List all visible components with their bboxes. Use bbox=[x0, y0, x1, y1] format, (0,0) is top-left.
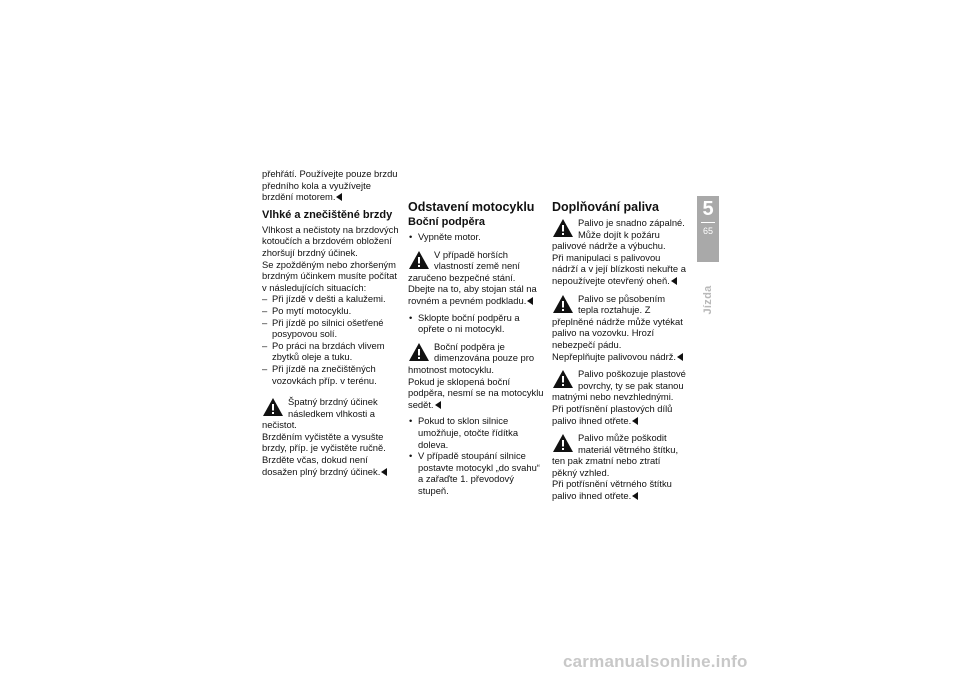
paragraph: Při potřísnění větrného štítku palivo ihned otřete. bbox=[552, 478, 672, 502]
subheading-side-stand: Boční podpěra bbox=[408, 216, 486, 228]
warning-block bbox=[408, 249, 545, 307]
warning-text: Špatný brzdný účinek následkem vlhkosti a nečistot. bbox=[262, 396, 378, 431]
warning-text: Palivo může poškodit materiál větrného štítku, ten pak zmatní nebo ztratí pěkný vzhled. bbox=[552, 432, 679, 478]
warning-block bbox=[552, 293, 687, 363]
heading-parking: Odstavení motocyklu bbox=[408, 200, 535, 214]
list-item: – Po práci na brzdách vlivem zbytků oleje a tuku. bbox=[262, 340, 400, 363]
column-brakes bbox=[262, 168, 400, 477]
paragraph: Pokud je sklopená boční podpěra, nesmí se na motocyklu sedět. bbox=[408, 375, 544, 410]
warning-block bbox=[552, 432, 687, 502]
paragraph: Při manipulaci s palivovou nádrží a v její blízkosti nekuřte a nepoužívejte otevřený oheň. bbox=[552, 251, 686, 286]
warning-triangle-icon bbox=[552, 218, 574, 238]
tab-divider bbox=[701, 222, 715, 223]
situation-list bbox=[262, 293, 400, 386]
column-parking bbox=[408, 200, 545, 496]
paragraph: Vlhkost a nečistoty na brzdových kotoučích a brzdovém obložení zhoršují brzdný účinek. bbox=[262, 223, 399, 258]
list-item: – Při jízdě v dešti a kalužemi. bbox=[262, 293, 400, 305]
list-item: • V případě stoupání silnice postavte motocykl „do svahu“ a zařaďte 1. převodový stupeň. bbox=[408, 450, 545, 496]
bullet-list bbox=[408, 415, 545, 496]
warning-text: Palivo poškozuje plastové povrchy, ty se pak stanou matnými nebo nevzhlednými. bbox=[552, 368, 686, 403]
end-of-section-icon bbox=[677, 353, 683, 361]
chapter-tab bbox=[697, 196, 719, 262]
intro-text: přehřátí. Používejte pouze brzdu předního kola a využívejte brzdění motorem. bbox=[262, 168, 398, 203]
bullet-list bbox=[408, 231, 545, 243]
warning-triangle-icon bbox=[552, 294, 574, 314]
section-label bbox=[699, 270, 717, 330]
end-of-section-icon bbox=[632, 417, 638, 425]
section-label-text: Jízda bbox=[702, 285, 714, 315]
warning-block bbox=[408, 341, 545, 411]
page-number: 65 bbox=[702, 226, 713, 236]
warning-text: V případě horších vlastností země není zaručeno bezpečné stání. bbox=[408, 248, 520, 283]
warning-text: Palivo se působením tepla roztahuje. Z přeplněné nádrže může vytékat palivo na vozovku. Hrozí nebezpečí pádu. bbox=[552, 292, 683, 350]
warning-block bbox=[552, 368, 687, 426]
column-refuelling bbox=[552, 200, 687, 502]
list-item: • Sklopte boční podpěru a opřete o ni motocykl. bbox=[408, 312, 545, 335]
warning-triangle-icon bbox=[552, 433, 574, 453]
warning-triangle-icon bbox=[408, 342, 430, 362]
end-of-section-icon bbox=[435, 401, 441, 409]
end-of-section-icon bbox=[336, 193, 342, 201]
list-item: • Pokud to sklon silnice umožňuje, otočte řídítka doleva. bbox=[408, 415, 545, 450]
warning-triangle-icon bbox=[552, 369, 574, 389]
list-item: – Při jízdě po silnici ošetřené posypovou solí. bbox=[262, 317, 400, 340]
end-of-section-icon bbox=[671, 277, 677, 285]
warning-block bbox=[262, 396, 400, 477]
list-item: • Vypněte motor. bbox=[408, 231, 545, 243]
paragraph: Nepřeplňujte palivovou nádrž. bbox=[552, 351, 687, 363]
end-of-section-icon bbox=[632, 492, 638, 500]
paragraph: Brzděním vyčistěte a vysušte brzdy, příp. je vyčistěte ručně. Brzděte včas, dokud není dosažen plný brzdný účinek. bbox=[262, 430, 386, 477]
bullet-list bbox=[408, 312, 545, 335]
end-of-section-icon bbox=[527, 297, 533, 305]
warning-text: Boční podpěra je dimenzována pouze pro hmotnost motocyklu. bbox=[408, 340, 535, 375]
end-of-section-icon bbox=[381, 468, 387, 476]
list-item: – Při jízdě na znečištěných vozovkách příp. v terénu. bbox=[262, 363, 400, 386]
paragraph: Při potřísnění plastových dílů palivo ihned otřete. bbox=[552, 402, 673, 426]
warning-text: Palivo je snadno zápalné. Může dojít k požáru palivové nádrže a výbuchu. bbox=[552, 217, 685, 252]
chapter-number: 5 bbox=[702, 198, 714, 220]
warning-triangle-icon bbox=[408, 250, 430, 270]
warning-block bbox=[552, 217, 687, 287]
list-item: – Po mytí motocyklu. bbox=[262, 305, 400, 317]
warning-triangle-icon bbox=[262, 397, 284, 417]
watermark: carmanualsonline.info bbox=[563, 652, 748, 671]
paragraph: Dbejte na to, aby stojan stál na rovném a pevném podkladu. bbox=[408, 283, 537, 306]
heading-refuelling: Doplňování paliva bbox=[552, 200, 659, 214]
paragraph: Se zpožděným nebo zhoršeným brzdným účinkem musíte počítat v následujících situacích: bbox=[262, 258, 397, 293]
heading-wet-brakes: Vlhké a znečištěné brzdy bbox=[262, 208, 393, 221]
